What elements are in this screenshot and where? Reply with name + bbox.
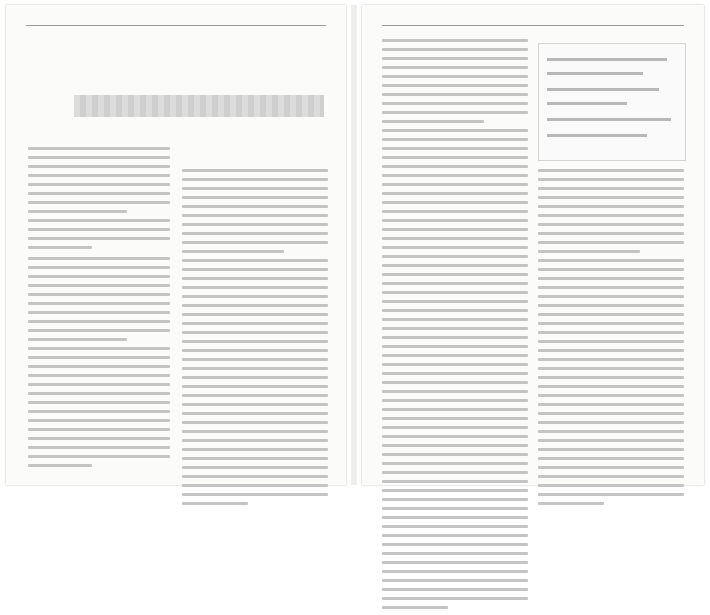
abstract-block	[28, 147, 170, 247]
subtitle-band	[74, 95, 324, 117]
right-page	[362, 5, 704, 485]
running-header	[382, 17, 684, 26]
gutter	[351, 5, 357, 485]
figure-box	[538, 43, 686, 161]
body-column-right	[538, 169, 684, 511]
left-page	[6, 5, 346, 485]
body-column-left	[28, 257, 170, 473]
running-header	[26, 17, 326, 26]
body-column-right	[182, 169, 328, 511]
article-title-block	[28, 67, 324, 125]
body-column-left	[382, 39, 528, 615]
